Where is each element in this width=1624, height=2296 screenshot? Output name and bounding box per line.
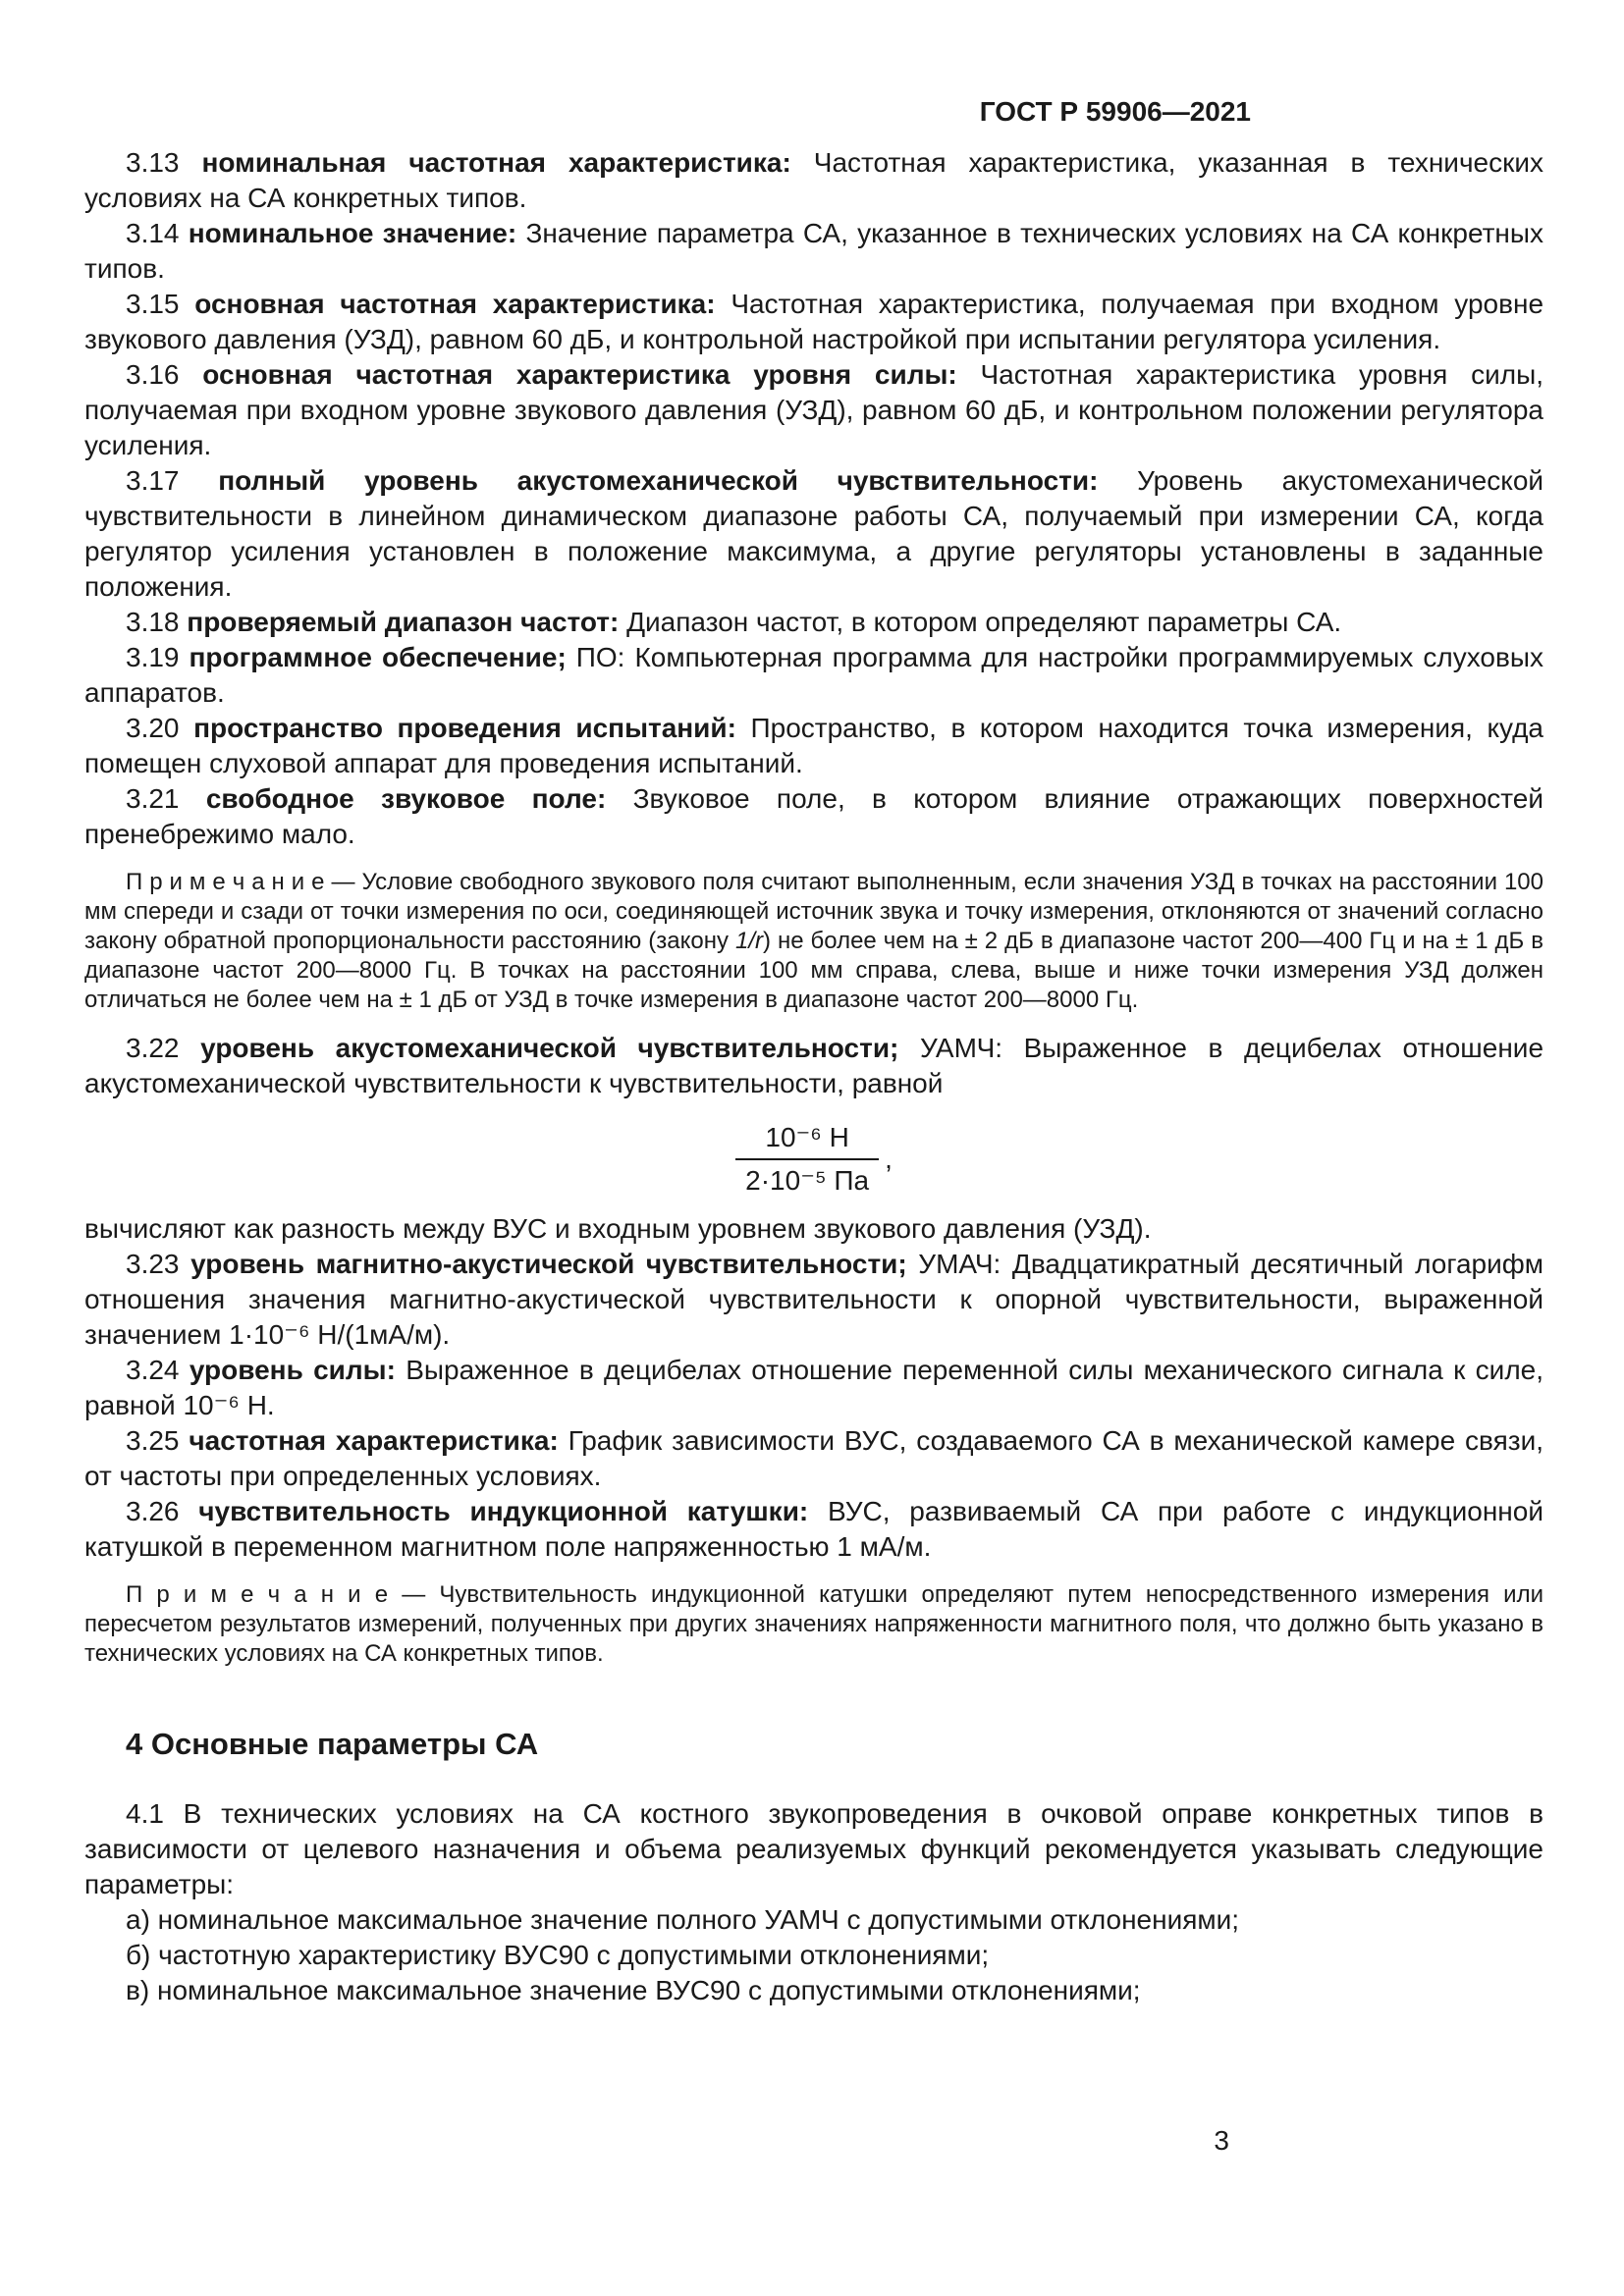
term-definition: ПО: Компьютерная программа для настройки программируемых слуховых аппаратов. bbox=[84, 642, 1543, 708]
term-title: основная частотная характеристика уровня силы: bbox=[202, 359, 957, 390]
term-definition: ВУС, развиваемый СА при работе с индукционной катушкой в переменном магнитном поле напряженностью 1 мА/м. bbox=[84, 1496, 1543, 1562]
paragraph-4-1: 4.1 В технических условиях на СА костного звукопроведения в очковой оправе конкретных типов в зависимости от целевого назначения и объема реализуемых функций рекомендуется указывать следующие параметры: bbox=[84, 1798, 1543, 1899]
note-text: — Условие свободного звукового поля считают выполненным, если значения УЗД в точках на расстоянии 100 мм спереди и сзади от точки измерения по оси, соединяющей источник звука и точку измерения, отклоняются от значений согласно закону обратной пропорциональности расстоянию (закону bbox=[84, 869, 1543, 954]
term-title: чувствительность индукционной катушки: bbox=[198, 1496, 809, 1526]
term-paragraph-3-22 bbox=[84, 1031, 1543, 1101]
term-title: пространство проведения испытаний: bbox=[193, 713, 736, 743]
term-title: проверяемый диапазон частот: bbox=[187, 607, 620, 637]
term-title: свободное звуковое поле: bbox=[205, 783, 607, 814]
term-paragraph-3-17 bbox=[84, 463, 1543, 605]
term-paragraph-3-16 bbox=[84, 357, 1543, 463]
list-item-b: б) частотную характеристику ВУС90 с допустимыми отклонениями; bbox=[126, 1940, 990, 1970]
term-number: 3.26 bbox=[126, 1496, 180, 1526]
term-definition: Выраженное в децибелах отношение переменной силы механического сигнала к силе, равной 10⁻⁶ Н. bbox=[84, 1355, 1544, 1420]
term-number: 3.23 bbox=[126, 1249, 180, 1279]
term-number: 3.17 bbox=[126, 465, 180, 496]
term-title: номинальное значение: bbox=[188, 218, 517, 248]
formula-comma: , bbox=[885, 1144, 893, 1174]
note-text: — Чувствительность индукционной катушки определяют путем непосредственного измерения или пересчетом результатов измерений, полученных при других значениях напряженности магнитного поля, что должно быть указано в технических условиях на СА конкретных типов. bbox=[84, 1581, 1543, 1667]
term-definition: Звуковое поле, в котором влияние отражающих поверхностей пренебрежимо мало. bbox=[84, 783, 1544, 849]
note-free-field bbox=[84, 868, 1543, 1015]
term-paragraph-3-14 bbox=[84, 216, 1543, 287]
term-title: номинальная частотная характеристика: bbox=[201, 147, 791, 178]
term-number: 3.16 bbox=[126, 359, 180, 390]
term-definition: Диапазон частот, в котором определяют параметры СА. bbox=[626, 607, 1342, 637]
list-item-v: в) номинальное максимальное значение ВУС90 с допустимыми отклонениями; bbox=[126, 1975, 1141, 2005]
term-definition: Пространство, в котором находится точка измерения, куда помещен слуховой аппарат для проведения испытаний. bbox=[84, 713, 1544, 778]
note-italic-term: 1/r bbox=[734, 928, 763, 954]
term-definition: УАМЧ: Выраженное в децибелах отношение акустомеханической чувствительности к чувствительности, равной bbox=[84, 1033, 1544, 1098]
note-induction-coil bbox=[84, 1580, 1543, 1669]
term-definition: Частотная характеристика, указанная в технических условиях на СА конкретных типов. bbox=[84, 147, 1543, 213]
term-paragraph-3-19 bbox=[84, 640, 1543, 711]
term-paragraph-3-25 bbox=[84, 1423, 1543, 1494]
term-number: 3.24 bbox=[126, 1355, 180, 1385]
note-label: П р и м е ч а н и е bbox=[126, 869, 325, 895]
term-title: основная частотная характеристика: bbox=[194, 289, 716, 319]
term-number: 3.14 bbox=[126, 218, 180, 248]
term-paragraph-3-13 bbox=[84, 145, 1543, 216]
fraction bbox=[735, 1121, 879, 1198]
term-number: 3.21 bbox=[126, 783, 180, 814]
list-item-a: а) номинальное максимальное значение полного УАМЧ с допустимыми отклонениями; bbox=[126, 1904, 1240, 1935]
term-definition: График зависимости ВУС, создаваемого СА в механической камере связи, от частоты при определенных условиях. bbox=[84, 1425, 1544, 1491]
term-number: 3.13 bbox=[126, 147, 180, 178]
term-title: полный уровень акустомеханической чувствительности: bbox=[218, 465, 1099, 496]
doc-header bbox=[84, 96, 1251, 128]
term-title: уровень акустомеханической чувствительности; bbox=[200, 1033, 899, 1063]
term-paragraph-3-20 bbox=[84, 711, 1543, 781]
term-number: 3.20 bbox=[126, 713, 180, 743]
term-number: 3.19 bbox=[126, 642, 180, 672]
document-content bbox=[84, 145, 1543, 2008]
term-definition: Частотная характеристика, получаемая при входном уровне звукового давления (УЗД), равном 60 дБ, и контрольной настройкой при испытании регулятора усиления. bbox=[84, 289, 1544, 354]
sensitivity-formula bbox=[84, 1121, 1543, 1198]
section-4-title: 4 Основные параметры СА bbox=[126, 1727, 539, 1761]
term-paragraph-3-23 bbox=[84, 1247, 1543, 1353]
term-paragraph-3-21 bbox=[84, 781, 1543, 852]
term-paragraph-3-15 bbox=[84, 287, 1543, 357]
term-definition: Частотная характеристика уровня силы, получаемая при входном уровне звукового давления (УЗД), равном 60 дБ, и контрольном положении регулятора усиления. bbox=[84, 359, 1543, 460]
term-title: уровень магнитно-акустической чувствительности; bbox=[190, 1249, 907, 1279]
term-paragraph-3-24 bbox=[84, 1353, 1543, 1423]
term-paragraph-3-18 bbox=[84, 605, 1543, 640]
term-title: уровень силы: bbox=[189, 1355, 396, 1385]
formula-continuation: вычисляют как разность между ВУС и входным уровнем звукового давления (УЗД). bbox=[84, 1213, 1152, 1244]
term-title: частотная характеристика: bbox=[189, 1425, 559, 1456]
fraction-denominator: 2·10⁻⁵ Па bbox=[745, 1165, 870, 1196]
term-definition: Значение параметра СА, указанное в технических условиях на СА конкретных типов. bbox=[84, 218, 1544, 284]
fraction-numerator: 10⁻⁶ Н bbox=[735, 1121, 879, 1160]
term-title: программное обеспечение; bbox=[189, 642, 567, 672]
term-number: 3.18 bbox=[126, 607, 180, 637]
page-number: 3 bbox=[1214, 2125, 1229, 2156]
term-definition: УМАЧ: Двадцатикратный десятичный логарифм отношения значения магнитно-акустической чувствительности к опорной чувствительности, выраженной значением 1·10⁻⁶ Н/(1мА/м). bbox=[84, 1249, 1544, 1350]
note-text: ) не более чем на ± 2 дБ в диапазоне частот 200—400 Гц и на ± 1 дБ в диапазоне частот 200—8000 Гц. В точках на расстоянии 100 мм справа, слева, выше и ниже точки измерения УЗД должен отличаться не более чем на ± 1 дБ от УЗД в точке измерения в диапазоне частот 200—8000 Гц. bbox=[84, 928, 1544, 1013]
term-number: 3.25 bbox=[126, 1425, 180, 1456]
term-definition: Уровень акустомеханической чувствительности в линейном динамическом диапазоне работы СА, получаемый при измерении СА, когда регулятор усиления установлен в положение максимума, а другие регуляторы установлены в заданные положения. bbox=[84, 465, 1544, 602]
doc-number: ГОСТ Р 59906—2021 bbox=[979, 96, 1251, 127]
term-number: 3.15 bbox=[126, 289, 180, 319]
term-number: 3.22 bbox=[126, 1033, 180, 1063]
term-paragraph-3-26 bbox=[84, 1494, 1543, 1565]
note-label: П р и м е ч а н и е bbox=[126, 1581, 389, 1608]
